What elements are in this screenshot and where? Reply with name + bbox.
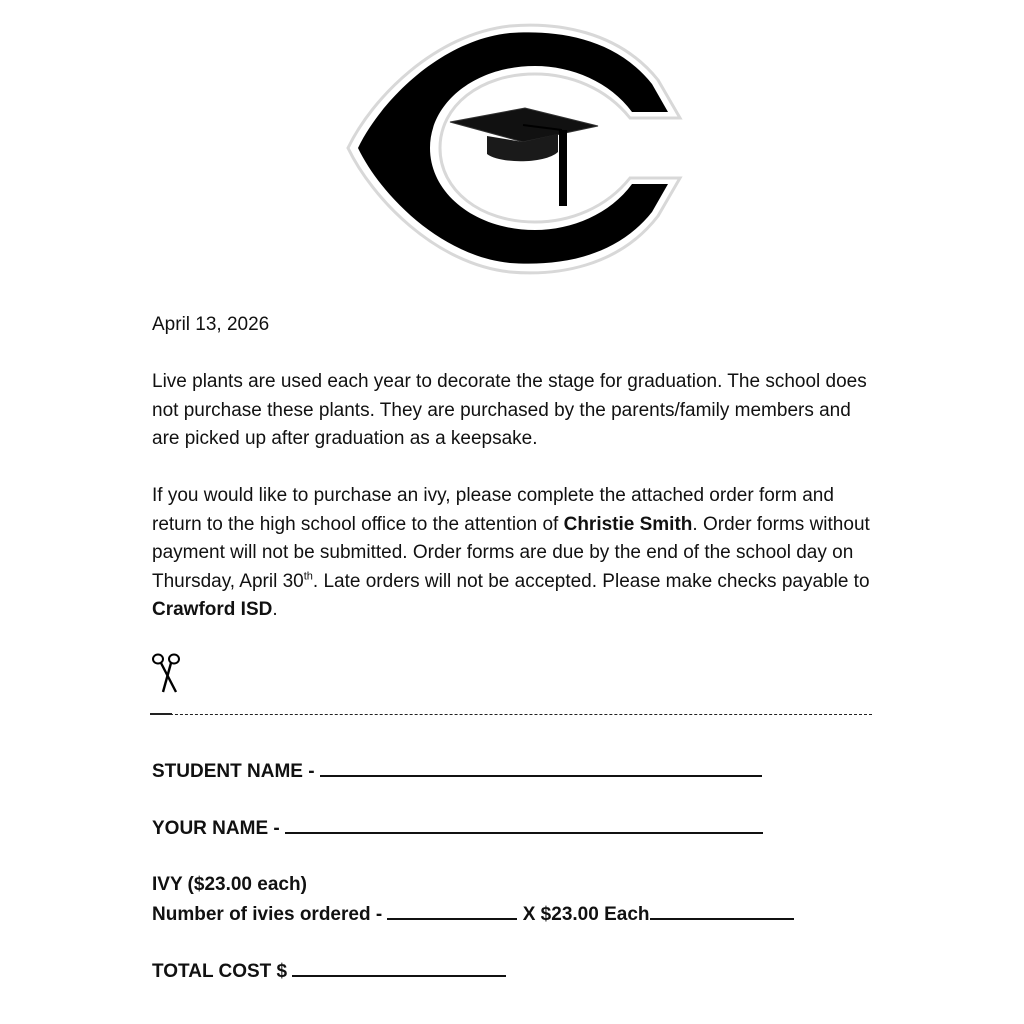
total-cost-row [152,957,506,987]
intro-paragraph [152,368,882,454]
date-suffix: th [303,570,313,583]
ivy-label: IVY ($23.00 each) [152,874,307,895]
student-name-label: STUDENT NAME - [152,761,315,782]
ivy-quantity-row [152,900,794,930]
subtotal-field[interactable] [650,900,794,920]
instructions-text-4: . [272,599,278,620]
price-each-label: X $23.00 Each [522,904,650,925]
total-cost-label: TOTAL COST $ [152,961,288,982]
your-name-row [152,814,763,844]
cut-line-divider [150,714,872,715]
contact-name: Christie Smith [563,513,693,535]
intro-text: Live plants are used each year to decorate the stage for graduation. The school does not purchase these plants. They are purchased by the parents/family members and are picked up after graduation as a keepsake. [152,371,867,449]
scissors-icon [150,652,184,696]
your-name-field[interactable] [285,814,763,834]
quantity-field[interactable] [387,900,517,920]
instructions-text-2: . Order forms without payment will not be submitted. Order forms are due by the end of the school day on Thursday, April 30 [152,513,870,592]
student-name-field[interactable] [320,757,762,777]
instructions-text-1: If you would like to purchase an ivy, please complete the attached order form and return to the high school office to the attention of [152,485,834,535]
letter-date: April 13, 2026 [152,314,270,335]
total-cost-field[interactable] [292,957,506,977]
number-ordered-label: Number of ivies ordered - [152,904,383,925]
graduation-cap-icon [450,108,598,206]
instructions-paragraph [152,482,882,625]
ivy-price-heading [152,871,307,900]
your-name-label: YOUR NAME - [152,818,280,839]
instructions-text-3: . Late orders will not be accepted. Please make checks payable to [312,570,870,592]
payee-name: Crawford ISD [152,599,273,620]
crawford-logo-icon [330,18,700,280]
student-name-row [152,757,762,787]
